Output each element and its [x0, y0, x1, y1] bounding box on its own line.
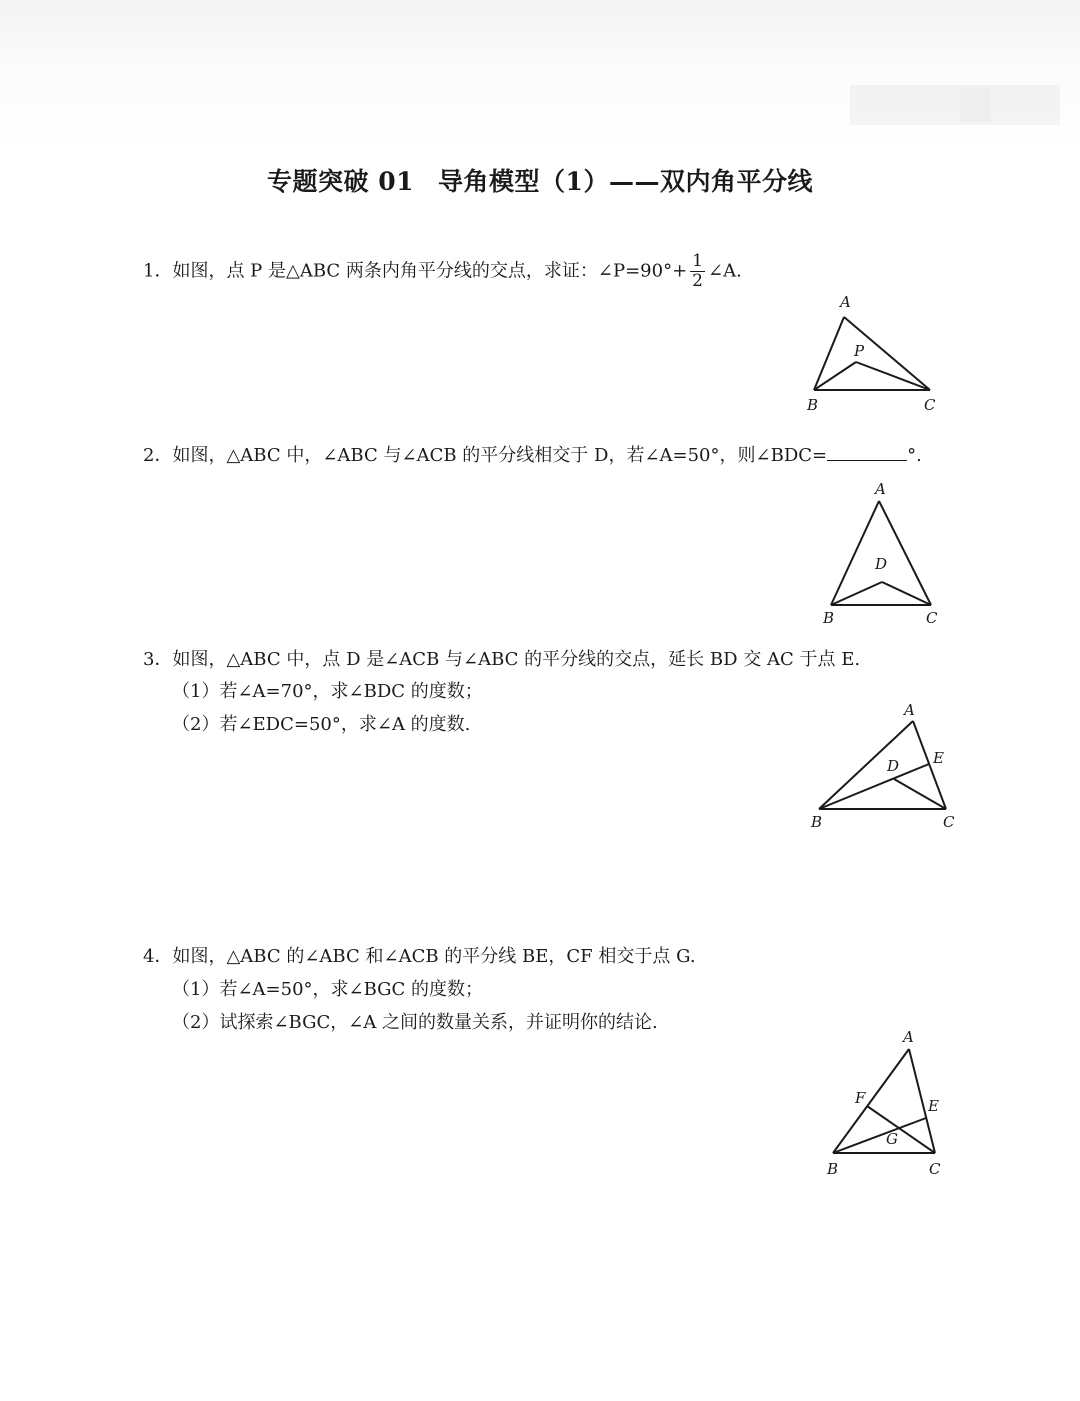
- label-d: D: [875, 555, 888, 573]
- label-e: E: [933, 749, 944, 767]
- problem-text: 如图，点 P 是△ABC 两条内角平分线的交点，求证：∠P=90°+: [172, 260, 688, 282]
- problem-3-statement: [143, 648, 860, 672]
- scan-smudge: [960, 88, 990, 122]
- label-c: C: [929, 1160, 941, 1178]
- problem-text: 如图，△ABC 中，点 D 是∠ACB 与∠ABC 的平分线的交点，延长 BD 交 AC 于点 E.: [172, 649, 861, 670]
- scan-shading: [0, 0, 1080, 150]
- bisector-cd: [882, 582, 931, 605]
- figure-3: [800, 700, 970, 840]
- problem-text: 如图，△ABC 的∠ABC 和∠ACB 的平分线 BE，CF 相交于点 G.: [172, 946, 696, 967]
- answer-blank[interactable]: [827, 442, 907, 461]
- fraction: [690, 252, 705, 291]
- label-a: A: [903, 1028, 914, 1046]
- bisector-cd: [894, 779, 946, 809]
- fraction-numerator: 1: [692, 251, 703, 271]
- fraction-denominator: 2: [692, 271, 703, 291]
- title-topic: 专题突破 01: [267, 167, 415, 196]
- label-c: C: [924, 396, 936, 414]
- label-b: B: [811, 813, 823, 831]
- problem-number: 4．: [143, 946, 173, 967]
- problem-number: 1．: [143, 260, 173, 282]
- figure-1: [800, 290, 950, 420]
- label-p: P: [854, 342, 865, 360]
- label-c: C: [926, 609, 938, 627]
- problem-4-part-2: （2）试探索∠BGC，∠A 之间的数量关系，并证明你的结论.: [172, 1012, 658, 1033]
- problem-3-part-2: （2）若∠EDC=50°，求∠A 的度数.: [172, 714, 471, 735]
- bisector-cp: [856, 362, 930, 390]
- side-ac: [879, 501, 931, 605]
- problem-1-statement: [143, 252, 742, 291]
- label-a: A: [875, 480, 886, 498]
- figure-4: [820, 1025, 950, 1185]
- label-g: G: [886, 1130, 898, 1148]
- label-b: B: [827, 1160, 839, 1178]
- label-a: A: [904, 701, 915, 719]
- label-d: D: [887, 757, 900, 775]
- label-f: F: [855, 1089, 866, 1107]
- segment-be: [819, 764, 929, 809]
- bisector-bd: [831, 582, 882, 605]
- side-ab: [831, 501, 879, 605]
- problem-number: 2．: [143, 445, 173, 466]
- problem-text-end: ∠A.: [708, 260, 742, 282]
- label-e: E: [928, 1097, 939, 1115]
- problem-2-statement: [143, 442, 922, 468]
- figure-2: [820, 480, 950, 630]
- problem-text-end: °.: [907, 445, 922, 466]
- title-model: 导角模型（1）——双内角平分线: [438, 167, 813, 196]
- problem-4-part-1: （1）若∠A=50°，求∠BGC 的度数；: [172, 979, 484, 1000]
- problem-text: 如图，△ABC 中，∠ABC 与∠ACB 的平分线相交于 D，若∠A=50°，则∠BDC=: [172, 445, 828, 466]
- label-b: B: [823, 609, 835, 627]
- problem-number: 3．: [143, 649, 173, 670]
- label-b: B: [807, 396, 819, 414]
- label-a: A: [840, 293, 851, 311]
- problem-3-part-1: （1）若∠A=70°，求∠BDC 的度数；: [172, 681, 483, 702]
- scan-smudge: [850, 85, 1060, 125]
- problem-4-statement: [143, 945, 696, 969]
- page-title: [0, 162, 1080, 198]
- label-c: C: [943, 813, 955, 831]
